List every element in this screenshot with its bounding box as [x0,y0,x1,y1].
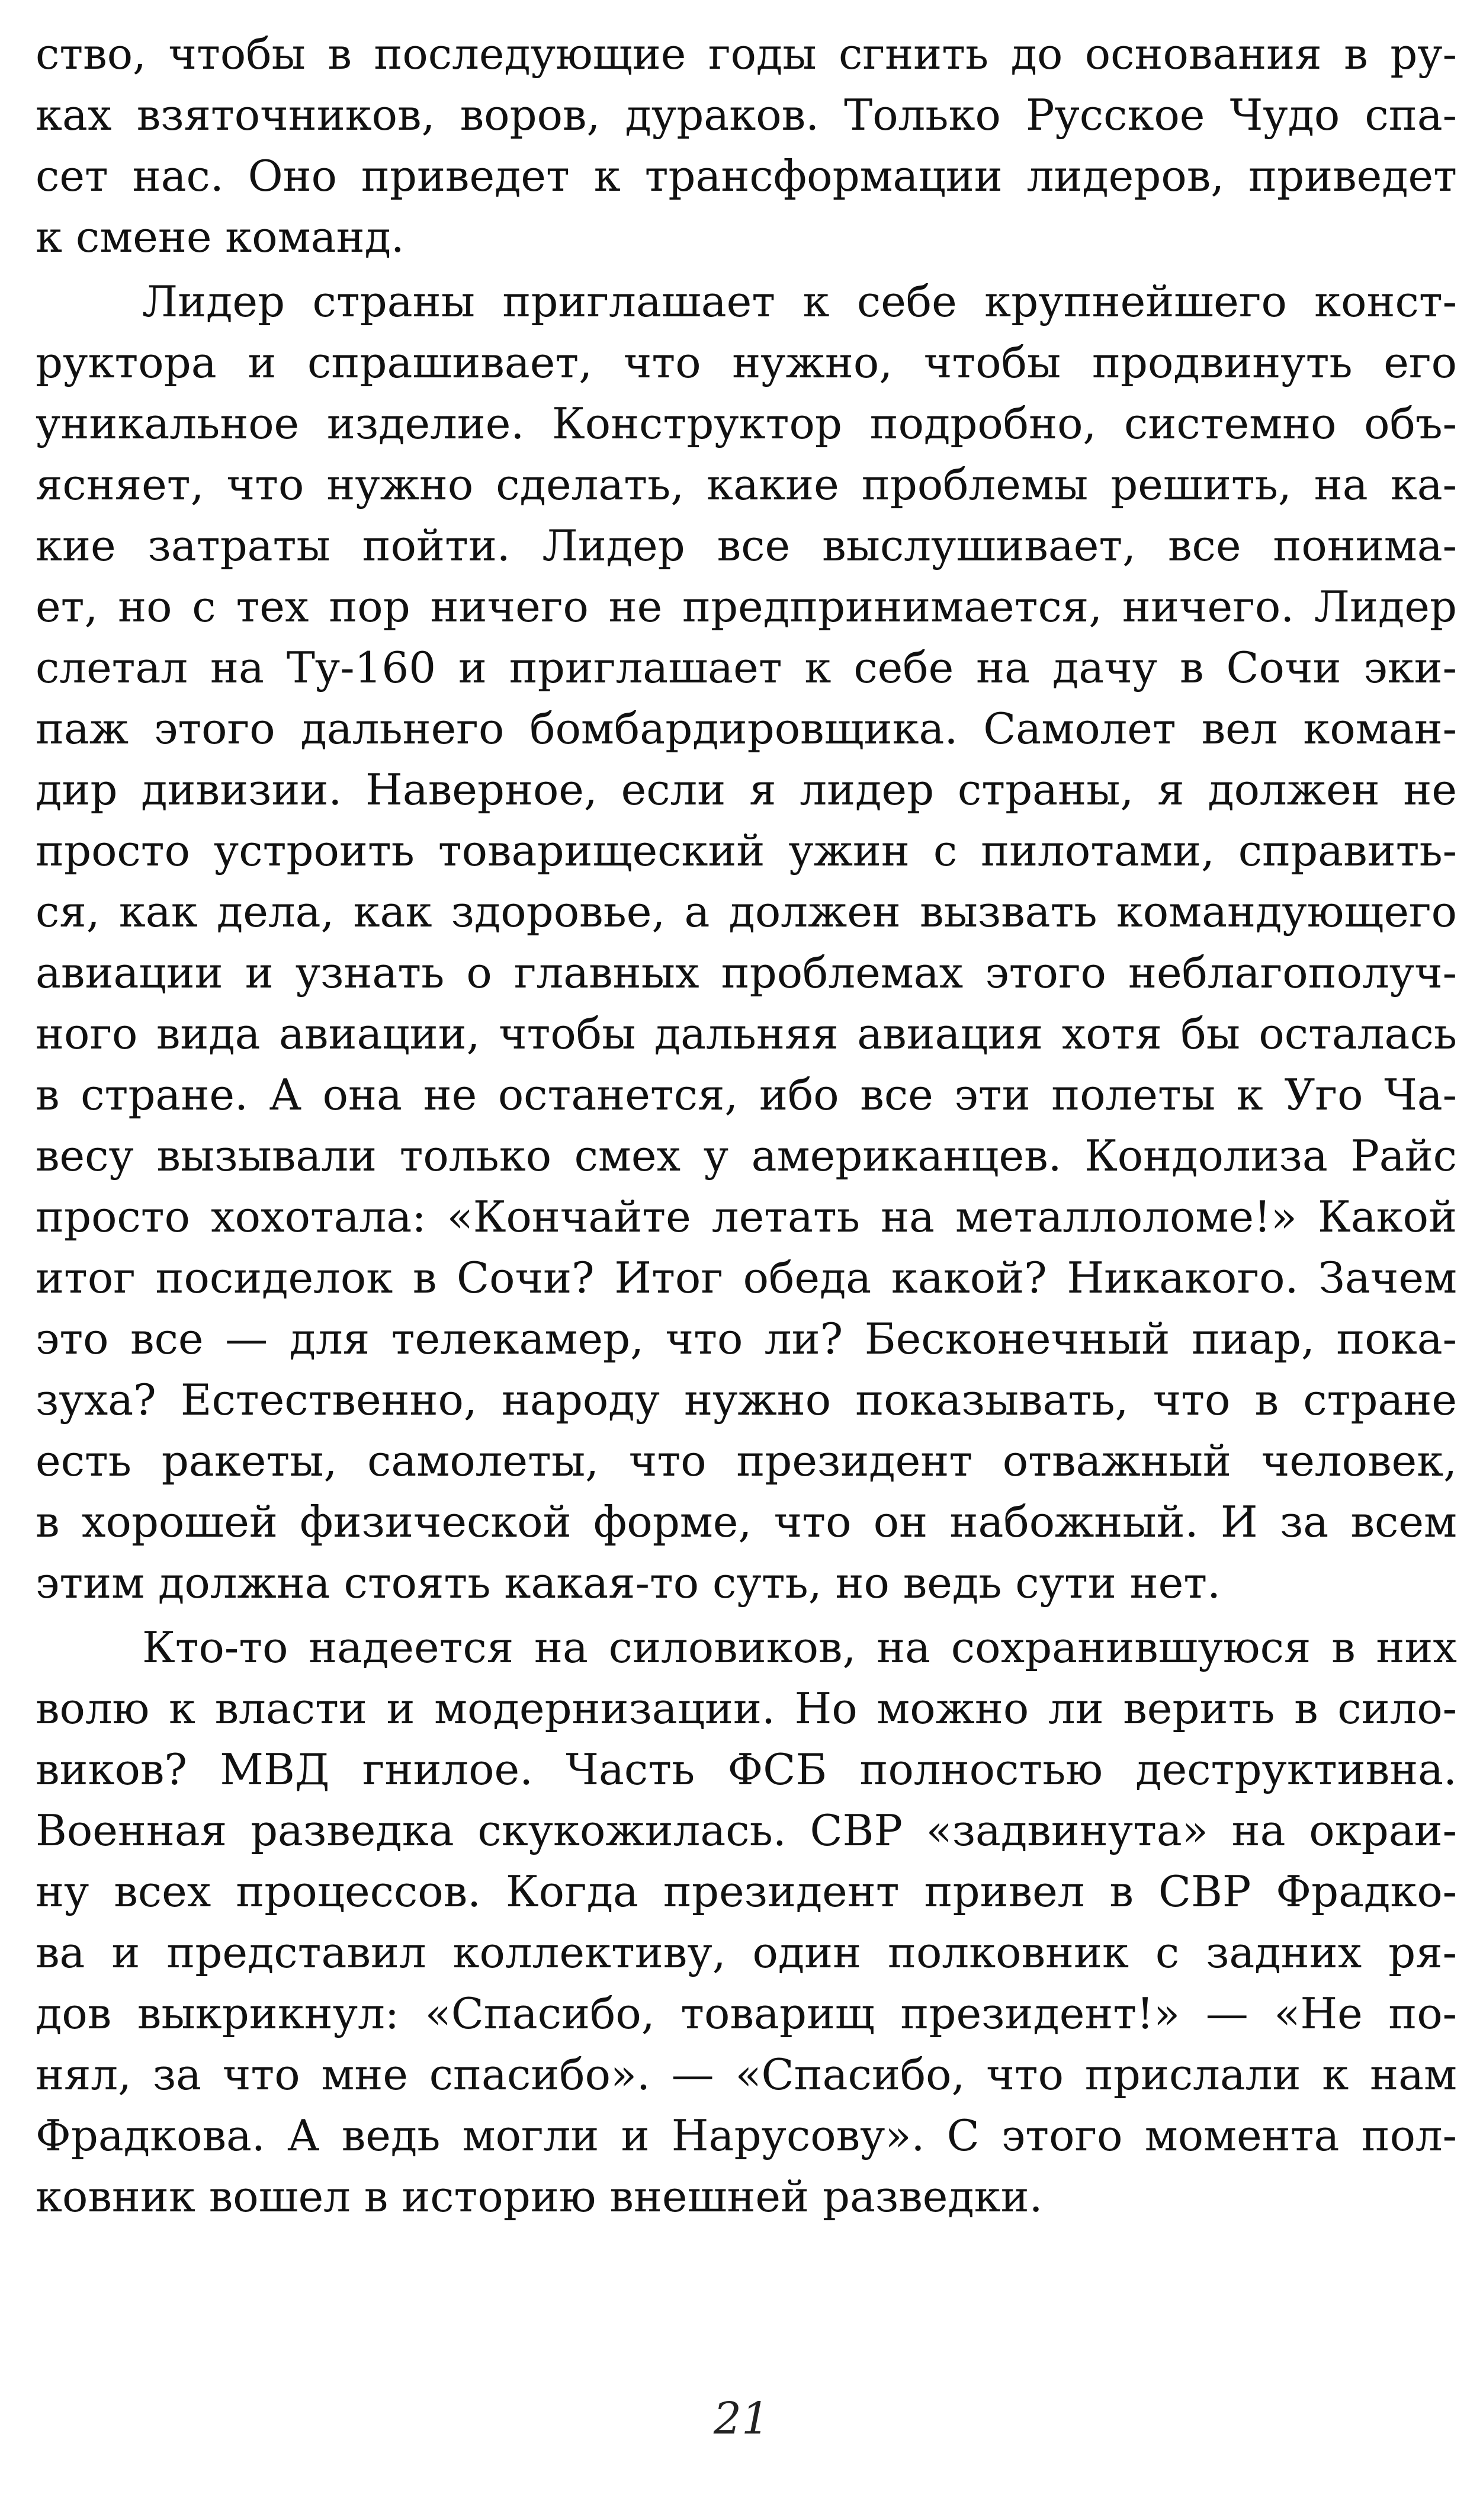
text-line: к смене команд. [36,212,405,262]
text-line: дир дивизии. Наверное, если я лидер страны, я должен не [36,765,1457,815]
text-line: Фрадкова. А ведь могли и Нарусову». С этого момента пол- [36,2111,1457,2160]
text-line: просто устроить товарищеский ужин с пилотами, справить- [36,826,1457,876]
text-line: это все — для телекамер, что ли? Бесконечный пиар, пока- [36,1314,1457,1364]
text-line: ясняет, что нужно сделать, какие проблемы решить, на ка- [36,460,1457,509]
text-line: руктора и спрашивает, что нужно, чтобы продвинуть его [36,338,1457,387]
text-line: ет, но с тех пор ничего не предпринимается, ничего. Лидер [36,582,1457,631]
text-line: авиации и узнать о главных проблемах этого неблагополуч- [36,948,1457,998]
text-line: кие затраты пойти. Лидер все выслушивает, все понима- [36,521,1457,570]
text-line: нял, за что мне спасибо». — «Спасибо, что прислали к нам [36,2050,1457,2099]
text-line: просто хохотала: «Кончайте летать на металлоломе!» Какой [36,1192,1457,1242]
text-line: есть ракеты, самолеты, что президент отважный человек, [36,1436,1457,1486]
text-line: слетал на Ту-160 и приглашает к себе на дачу в Сочи эки- [36,643,1457,692]
text-line: волю к власти и модернизации. Но можно ли верить в сило- [36,1684,1457,1733]
text-line: в стране. А она не останется, ибо все эти полеты к Уго Ча- [36,1070,1457,1120]
text-line: ного вида авиации, чтобы дальняя авиация хотя бы осталась [36,1009,1457,1059]
text-line: зуха? Естественно, народу нужно показывать, что в стране [36,1375,1457,1425]
text-line: виков? МВД гнилое. Часть ФСБ полностью деструктивна. [36,1745,1457,1794]
text-line: ках взяточников, воров, дураков. Только Русское Чудо спа- [36,90,1457,140]
text-line: уникальное изделие. Конструктор подробно, системно объ- [36,399,1457,448]
text-line: ковник вошел в историю внешней разведки. [36,2172,1043,2221]
text-line: ва и представил коллективу, один полковник с задних ря- [36,1928,1457,1977]
text-line: в хорошей физической форме, что он набожный. И за всем [36,1497,1457,1547]
text-line: ство, чтобы в последующие годы сгнить до основания в ру- [36,29,1457,79]
text-line: Кто-то надеется на силовиков, на сохранившуюся в них [142,1623,1457,1672]
text-line: ну всех процессов. Когда президент привел в СВР Фрадко- [36,1867,1457,1916]
text-line: итог посиделок в Сочи? Итог обеда какой? Никакого. Зачем [36,1253,1457,1303]
text-line: этим должна стоять какая-то суть, но ведь сути нет. [36,1558,1221,1608]
text-line: Лидер страны приглашает к себе крупнейшего конст- [142,277,1457,326]
page-text [36,24,1457,2227]
book-page [36,24,1457,2227]
text-line: весу вызывали только смех у американцев. Кондолиза Райс [36,1131,1457,1181]
text-line: ся, как дела, как здоровье, а должен вызвать командующего [36,887,1457,937]
text-line: дов выкрикнул: «Спасибо, товарищ президент!» — «Не по- [36,1989,1457,2038]
text-line: сет нас. Оно приведет к трансформации лидеров, приведет [36,151,1457,201]
text-line: паж этого дальнего бомбардировщика. Самолет вел коман- [36,704,1457,754]
text-line: Военная разведка скукожилась. СВР «задвинута» на окраи- [36,1806,1457,1855]
page-number: 21 [713,2393,770,2444]
